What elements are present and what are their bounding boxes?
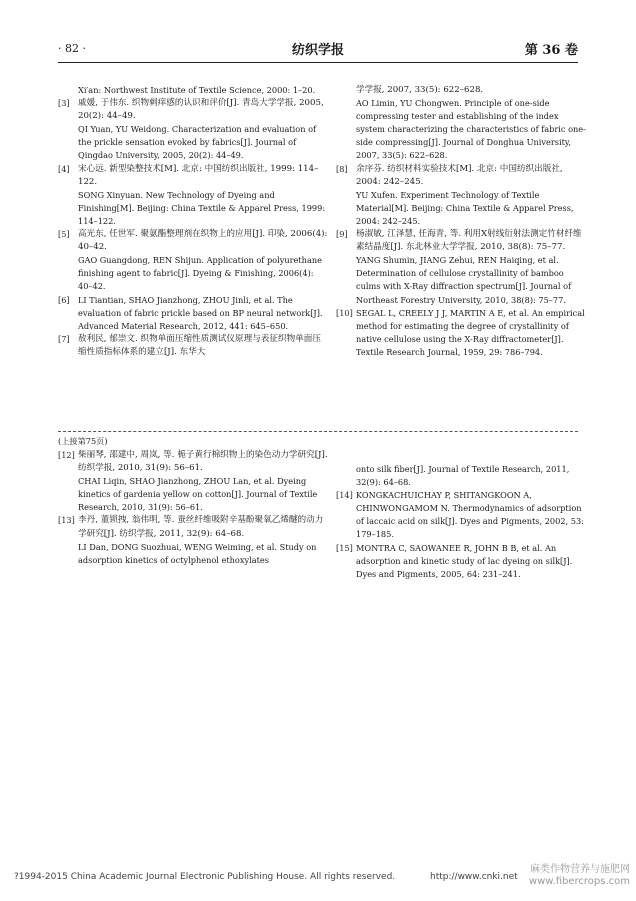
- reference-entry: [58, 514, 328, 566]
- reference-text: [78, 228, 328, 293]
- cnki-link[interactable]: http://www.cnki.net: [430, 872, 518, 882]
- page-number: · 82 ·: [58, 42, 86, 55]
- running-header: [58, 36, 578, 58]
- reference-entry: [58, 449, 328, 514]
- reference-number: [8]: [336, 163, 348, 174]
- reference-text: [356, 542, 586, 581]
- reference-chinese: 宋心远. 新型染整技术[M]. 北京: 中国纺织出版社, 1999: 114–122.: [78, 163, 319, 187]
- reference-english: QI Yuan, YU Weidong. Characterization and evaluation of the prickle sensation evoked by fabrics[J]. Journal of Qingdao University, 2005, 20(2): 44–49.: [78, 124, 317, 161]
- reference-text: [78, 449, 328, 514]
- reference-chinese: 杨淑敏, 江泽慧, 任海青, 等. 利用X射线衍射法测定竹材纤维素结晶度[J]. 东北林业大学学报, 2010, 38(8): 75–77.: [356, 229, 582, 253]
- reference-text: [78, 514, 328, 566]
- reference-english: SEGAL L, CREELY J J, MARTIN A E, et al. An empirical method for estimating the degree of crystallinity of native cellulose using the X-Ray diffractometer[J]. Textile Research Journal, 1959, 29: 786–794.: [356, 307, 585, 357]
- reference-english: GAO Guangdong, REN Shijun. Application of polyurethane finishing agent to fabric[J]. Dyeing & Finishing, 2006(4): 40–42.: [78, 255, 322, 292]
- reference-text: [78, 84, 328, 97]
- reference-text: [356, 307, 586, 359]
- reference-entry: [78, 84, 328, 97]
- journal-title: 纺织学报: [291, 43, 344, 58]
- references-right-column-bottom: [336, 463, 586, 581]
- reference-chinese: 余序芬. 纺织材料实验技术[M]. 北京: 中国纺织出版社, 2004: 242–245.: [356, 163, 563, 187]
- reference-text: [78, 294, 328, 333]
- site-watermark: 麻类作物营养与施肥网 www.fibercrops.com: [528, 864, 630, 887]
- continued-from-note: (上接第75页): [58, 436, 108, 446]
- reference-entry: [336, 307, 586, 359]
- reference-number: [12]: [58, 450, 75, 460]
- reference-entry: [356, 463, 586, 489]
- reference-chinese: 柴丽琴, 邵建中, 周岚, 等. 栀子黄行棉织物上的染色动力学研究[J]. 纺织学报, 2010, 31(9): 56–61.: [78, 450, 328, 474]
- reference-english: YANG Shumin, JIANG Zehui, REN Haiqing, et al. Determination of cellulose crystallinity of bamboo culms with X-Ray diffraction spectrum[J]. Journal of Northeast Forestry University, 2010, 38(8): 75–77.: [356, 255, 572, 305]
- reference-number: [9]: [336, 229, 348, 240]
- reference-entry: [58, 333, 328, 359]
- reference-text: [356, 84, 586, 163]
- reference-chinese: 高光东, 任世军. 聚氨酯整理剂在织物上的应用[J]. 印染, 2006(4): 40–42.: [78, 229, 328, 253]
- reference-text: [78, 333, 328, 359]
- reference-chinese: 敖利民, 郁崇文. 织物单面压缩性质测试仪原理与表征织物单面压缩性质指标体系的建立[J]. 东华大: [78, 333, 321, 357]
- volume-label: 第 36 卷: [524, 43, 578, 58]
- reference-entry: [336, 163, 586, 228]
- reference-entry: [58, 97, 328, 162]
- reference-english: Xi′an: Northwest Institute of Textile Science, 2000: 1–20.: [78, 85, 316, 95]
- reference-text: [78, 97, 328, 162]
- reference-text: [356, 489, 586, 541]
- reference-text: [356, 463, 586, 489]
- reference-entry: [58, 294, 328, 333]
- references-left-column-bottom: [58, 449, 328, 567]
- copyright-footer: ?1994-2015 China Academic Journal Electronic Publishing House. All rights reserved.: [14, 872, 396, 882]
- reference-chinese: 学学报, 2007, 33(5): 622–628.: [356, 85, 484, 95]
- reference-entry: [356, 84, 586, 163]
- reference-english: AO Limin, YU Chongwen. Principle of one-side compressing tester and establishing of the index system characterizing the characteristics of fabric one-side compressing[J]. Journal of Donghua University, 2007, 33(5): 622–628.: [356, 98, 586, 161]
- references-right-column-top: [336, 84, 586, 359]
- reference-english: CHAI Liqin, SHAO Jianzhong, ZHOU Lan, et al. Dyeing kinetics of gardenia yellow on cotton[J]. Journal of Textile Research, 2010, 31(9): 56–61.: [78, 476, 318, 513]
- reference-text: [356, 163, 586, 228]
- reference-english: KONGKACHUICHAY P, SHITANGKOON A, CHINWONGAMOM N. Thermodynamics of adsorption of laccaic acid on silk[J]. Dyes and Pigments, 2002, 53: 179–185.: [356, 490, 584, 540]
- reference-english: SONG Xinyuan. New Technology of Dyeing and Finishing[M]. Beijing: China Textile & Apparel Press, 1999: 114–122.: [78, 189, 326, 226]
- reference-english: YU Xufen. Experiment Technology of Textile Material[M]. Beijing: China Textile & Apparel Press, 2004: 242–245.: [356, 189, 574, 226]
- header-rule: [58, 62, 578, 63]
- reference-english: onto silk fiber[J]. Journal of Textile Research, 2011, 32(9): 64–68.: [356, 464, 570, 488]
- reference-number: [3]: [58, 98, 70, 109]
- reference-entry: [336, 542, 586, 581]
- reference-number: [4]: [58, 163, 70, 174]
- reference-number: [13]: [58, 515, 75, 526]
- section-divider: [58, 431, 578, 432]
- references-left-column-top: [58, 84, 328, 359]
- reference-number: [5]: [58, 229, 70, 240]
- reference-english: MONTRA C, SAOWANEE R, JOHN B B, et al. An adsorption and kinetic study of lac dyeing on silk[J]. Dyes and Pigments, 2005, 64: 231–241.: [356, 542, 573, 579]
- reference-number: [14]: [336, 490, 353, 501]
- reference-entry: [58, 163, 328, 228]
- reference-number: [15]: [336, 542, 353, 553]
- reference-chinese: 李丹, 董锁拽, 翁伟明, 等. 蚕丝纤维吸附辛基酚聚氧乙烯醚的动力学研究[J]. 纺织学报, 2011, 32(9): 64–68.: [78, 515, 324, 539]
- reference-number: [6]: [58, 294, 70, 305]
- reference-number: [7]: [58, 333, 70, 344]
- reference-english: LI Dan, DONG Suozhuai, WENG Weiming, et al. Study on adsorption kinetics of octylphenol ethoxylates: [78, 541, 317, 565]
- reference-chinese: 戚媛, 于伟东. 织物刺痒感的认识和评价[J]. 青岛大学学报, 2005, 20(2): 44–49.: [78, 98, 324, 122]
- reference-text: [78, 163, 328, 228]
- reference-text: [356, 228, 586, 307]
- reference-entry: [336, 228, 586, 307]
- reference-entry: [58, 228, 328, 293]
- reference-entry: [336, 489, 586, 541]
- reference-english: LI Tiantian, SHAO Jianzhong, ZHOU Jinli, et al. The evaluation of fabric prickle based on BP neural network[J]. Advanced Material Research, 2012, 441: 645–650.: [78, 294, 323, 331]
- reference-number: [10]: [336, 307, 353, 318]
